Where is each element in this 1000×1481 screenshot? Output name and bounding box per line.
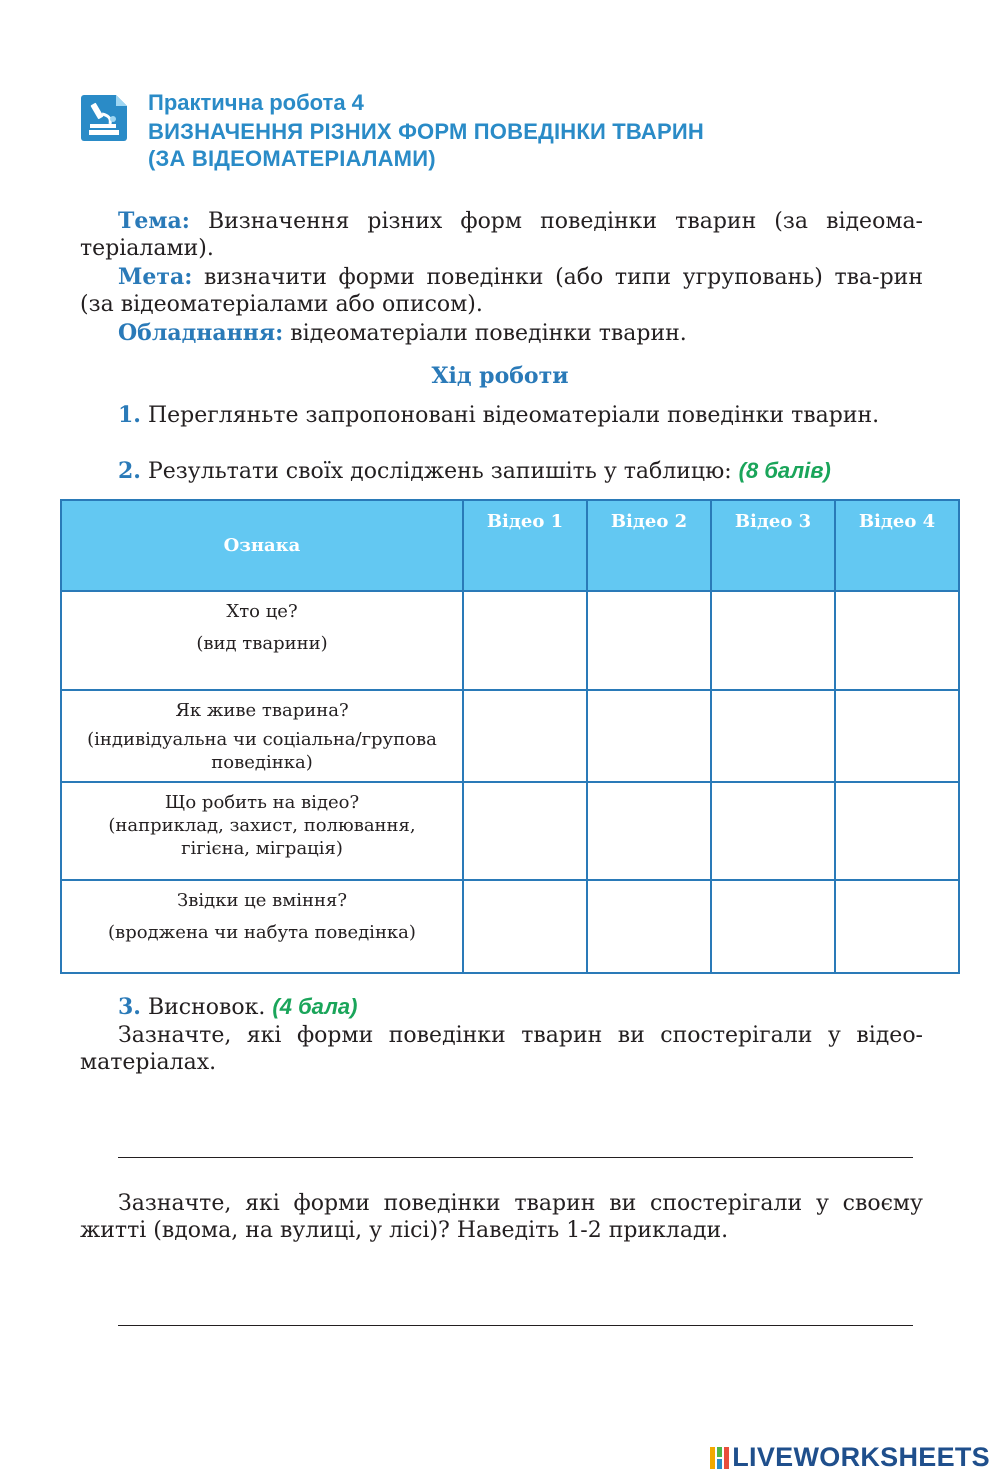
equipment-label: Обладнання: xyxy=(118,320,284,346)
step-3 xyxy=(80,993,923,1021)
procedure-heading: Хід роботи xyxy=(431,363,569,389)
goal-paragraph xyxy=(80,264,923,318)
row-label xyxy=(61,782,463,880)
answer-cell[interactable] xyxy=(835,880,959,973)
question-2 xyxy=(80,1190,923,1244)
table-row xyxy=(61,782,959,880)
brand-name: LIVEWORKSHEETS xyxy=(732,1442,990,1472)
topic-label: Тема: xyxy=(118,208,190,234)
goal-label: Мета: xyxy=(118,264,193,290)
table-row xyxy=(61,591,959,690)
step-1 xyxy=(80,402,923,429)
equipment-text: відеоматеріали поведінки тварин. xyxy=(283,321,687,346)
topic-paragraph xyxy=(80,208,923,262)
row-label xyxy=(61,591,463,690)
step-2-text: Результати своїх досліджень запишіть у таблицю: xyxy=(140,459,739,484)
answer-line-2[interactable] xyxy=(118,1325,913,1326)
header-video-1: Відео 1 xyxy=(463,500,587,591)
title-line-2: (ЗА ВІДЕОМАТЕРІАЛАМИ) xyxy=(148,146,436,171)
answer-cell[interactable] xyxy=(463,690,587,782)
page-title xyxy=(148,88,704,172)
row-label xyxy=(61,690,463,782)
answer-cell[interactable] xyxy=(711,690,835,782)
answer-cell[interactable] xyxy=(463,782,587,880)
step-3-number: 3. xyxy=(118,994,141,1020)
header-video-4: Відео 4 xyxy=(835,500,959,591)
answer-cell[interactable] xyxy=(587,591,711,690)
table-row xyxy=(61,690,959,782)
step-3-text: Висновок. xyxy=(140,995,273,1020)
row-hint: (наприклад, захист, полювання, гігієна, міграція) xyxy=(108,815,416,859)
row-question: Хто це? xyxy=(226,601,298,622)
results-table xyxy=(60,499,960,974)
topic-text: Визначення різних форм поведінки тварин (за відеома-теріалами). xyxy=(80,209,923,261)
row-question: Звідки це вміння? xyxy=(177,890,347,911)
step-2-points: (8 балів) xyxy=(738,458,831,483)
header-video-2: Відео 2 xyxy=(587,500,711,591)
answer-line-1[interactable] xyxy=(118,1157,913,1158)
row-hint: (вроджена чи набута поведінка) xyxy=(108,922,416,943)
answer-cell[interactable] xyxy=(711,782,835,880)
table-header-row xyxy=(61,500,959,591)
answer-cell[interactable] xyxy=(835,591,959,690)
row-label xyxy=(61,880,463,973)
answer-cell[interactable] xyxy=(835,690,959,782)
row-question: Що робить на відео? xyxy=(164,792,360,813)
answer-cell[interactable] xyxy=(463,880,587,973)
answer-cell[interactable] xyxy=(587,782,711,880)
step-3-points: (4 бала) xyxy=(272,994,358,1019)
step-1-text: Перегляньте запропоновані відеоматеріали поведінки тварин. xyxy=(140,403,880,428)
row-hint: (індивідуальна чи соціальна/групова поведінка) xyxy=(87,729,437,773)
step-1-number: 1. xyxy=(118,402,141,428)
title-line-1: ВИЗНАЧЕННЯ РІЗНИХ ФОРМ ПОВЕДІНКИ ТВАРИН xyxy=(148,119,704,144)
header-video-3: Відео 3 xyxy=(711,500,835,591)
step-2 xyxy=(80,457,923,485)
question-1-text: Зазначте, які форми поведінки тварин ви спостерігали у відео-матеріалах. xyxy=(80,1023,923,1075)
microscope-icon xyxy=(80,94,128,142)
work-number: Практична робота 4 xyxy=(148,90,364,115)
step-2-number: 2. xyxy=(118,458,141,484)
answer-cell[interactable] xyxy=(463,591,587,690)
question-1 xyxy=(80,1022,923,1076)
goal-text: визначити форми поведінки (або типи угруповань) тва-рин (за відеоматеріалами або описом). xyxy=(80,265,923,317)
brand-logo xyxy=(710,1442,990,1473)
header-feature: Ознака xyxy=(61,500,463,591)
answer-cell[interactable] xyxy=(711,880,835,973)
answer-cell[interactable] xyxy=(711,591,835,690)
row-hint: (вид тварини) xyxy=(196,633,328,654)
answer-cell[interactable] xyxy=(587,880,711,973)
liveworksheets-icon xyxy=(710,1445,730,1471)
answer-cell[interactable] xyxy=(587,690,711,782)
question-2-text: Зазначте, які форми поведінки тварин ви спостерігали у своєму житті (вдома, на вулиці, у лісі)? Наведіть 1-2 приклади. xyxy=(80,1191,923,1243)
table-row xyxy=(61,880,959,973)
answer-cell[interactable] xyxy=(835,782,959,880)
equipment-paragraph xyxy=(80,320,923,347)
row-question: Як живе тварина? xyxy=(175,700,349,721)
